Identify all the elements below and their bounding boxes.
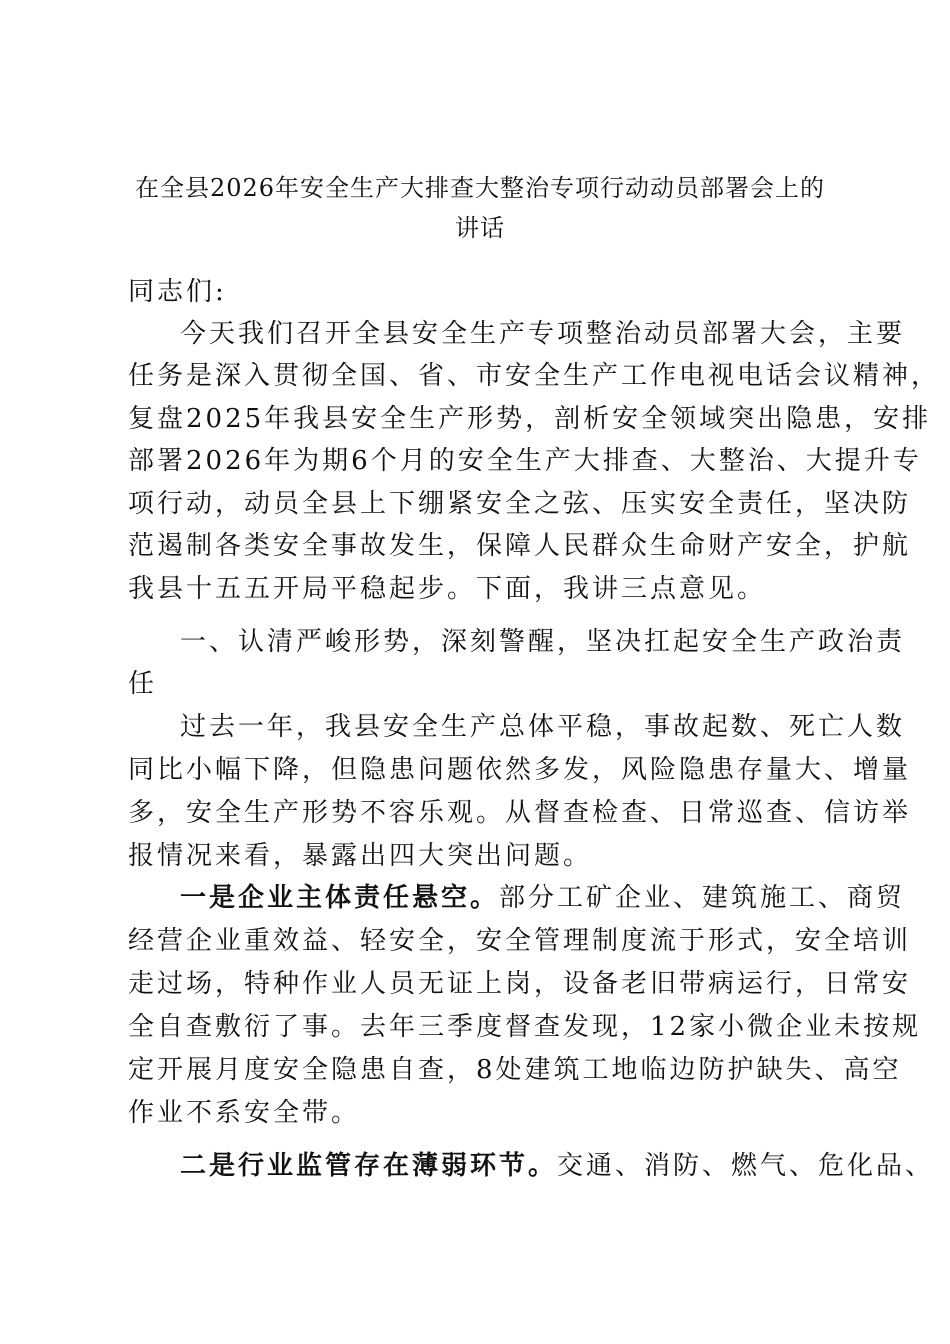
- paragraph-1-line: 部署2026年为期6个月的安全生产大排查、大整治、大提升专: [128, 446, 922, 476]
- paragraph-5-first-line: [180, 1146, 935, 1186]
- paragraph-4-line: 经营企业重效益、轻安全，安全管理制度流于形式，安全培训: [128, 926, 912, 956]
- paragraph-4-line: 全自查敷衍了事。去年三季度督查发现，12家小微企业未按规: [128, 1012, 922, 1042]
- paragraph-1-line: 我县十五五开局平稳起步。下面，我讲三点意见。: [128, 574, 767, 604]
- document-title-line-1: 在全县2026年安全生产大排查大整治专项行动动员部署会上的: [134, 174, 826, 202]
- paragraph-3-line: 报情况来看，暴露出四大突出问题。: [128, 841, 593, 871]
- paragraph-1-line: 项行动，动员全县上下绷紧安全之弦、压实安全责任，坚决防: [128, 489, 912, 519]
- section-heading-line: 任: [128, 669, 158, 699]
- paragraph-3-line: 过去一年，我县安全生产总体平稳，事故起数、死亡人数: [180, 712, 906, 742]
- section-heading-line: 一、认清严峻形势，深刻警醒，坚决扛起安全生产政治责: [180, 627, 906, 657]
- paragraph-1-line: 范遏制各类安全事故发生，保障人民群众生命财产安全，护航: [128, 531, 912, 561]
- paragraph-1-line: 复盘2025年我县安全生产形势，剖析安全领域突出隐患，安排: [128, 404, 932, 434]
- paragraph-1-line: 今天我们召开全县安全生产专项整治动员部署大会，主要: [180, 319, 906, 349]
- paragraph-4-first-line: [180, 878, 906, 918]
- paragraph-3-line: 多，安全生产形势不容乐观。从督查检查、日常巡查、信访举: [128, 798, 912, 828]
- paragraph-5-first-rest: 交通、消防、燃气、危化品、: [557, 1151, 935, 1181]
- paragraph-3-line: 同比小幅下降，但隐患问题依然多发，风险隐患存量大、增量: [128, 755, 912, 785]
- paragraph-4-line: 定开展月度安全隐患自查，8处建筑工地临边防护缺失、高空: [128, 1055, 902, 1085]
- paragraph-4-first-rest: 部分工矿企业、建筑施工、商贸: [499, 883, 906, 913]
- paragraph-4-line: 作业不系安全带。: [128, 1098, 361, 1128]
- paragraph-1-line: 任务是深入贯彻全国、省、市安全生产工作电视电话会议精神，: [128, 361, 941, 391]
- salutation: 同志们:: [128, 277, 227, 307]
- paragraph-4-line: 走过场，特种作业人员无证上岗，设备老旧带病运行，日常安: [128, 969, 912, 999]
- document-title-line-2: 讲话: [455, 214, 505, 242]
- paragraph-5-lead: 二是行业监管存在薄弱环节。: [180, 1151, 558, 1181]
- paragraph-4-lead: 一是企业主体责任悬空。: [180, 883, 500, 913]
